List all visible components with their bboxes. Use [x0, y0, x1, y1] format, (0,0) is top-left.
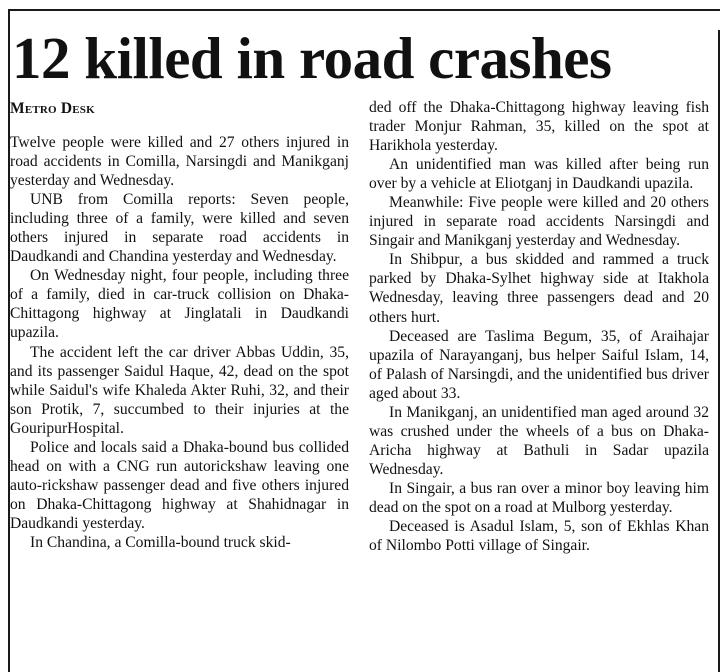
paragraph-continued: ded off the Dhaka-Chittagong highway leaving fish trader Monjur Rahman, 35, killed on the spot at Harikhola yesterday. [369, 99, 709, 155]
paragraph: Police and locals said a Dhaka-bound bus collided head on with a CNG run autorickshaw leaving one auto-rickshaw passenger dead and five others injured on Dhaka-Chittagong highway at Shahidnagar in Daudkandi yesterday. [10, 438, 349, 532]
article-border-right [718, 30, 720, 672]
paragraph: On Wednesday night, four people, including three of a family, died in car-truck collision on Dhaka-Chittagong highway at Jinglatali in Daudkandi upazila. [10, 267, 349, 342]
paragraph: In Manikganj, an unidentified man aged around 32 was crushed under the wheels of a bus on Dhaka-Aricha highway at Bathuli in Sadar upazila Wednesday. [369, 403, 709, 478]
paragraph: An unidentified man was killed after being run over by a vehicle at Eliotganj in Daudkandi upazila. [369, 156, 709, 193]
paragraph: In Shibpur, a bus skidded and rammed a truck parked by Dhaka-Sylhet highway side at Itakhola Wednesday, leaving three passengers dead and 20 others hurt. [369, 251, 709, 326]
paragraph: Deceased are Taslima Begum, 35, of Araihajar upazila of Narayanganj, bus helper Saiful Islam, 14, of Palash of Narsingdi, and the unidentified bus driver aged about 33. [369, 327, 709, 402]
paragraph: Meanwhile: Five people were killed and 20 others injured in separate road accidents Narsingdi and Singair and Manikganj yesterday and Wednesday. [369, 194, 709, 250]
article-column-1 [10, 98, 349, 552]
paragraph: UNB from Comilla reports: Seven people, including three of a family, were killed and seven others injured in separate road accidents in Daudkandi and Chandina yesterday and Wednesday. [10, 191, 349, 266]
headline: 12 killed in road crashes [12, 25, 612, 91]
article-border-top [8, 9, 720, 11]
paragraph: Twelve people were killed and 27 others injured in road accidents in Comilla, Narsingdi and Manikganj yesterday and Wednesday. [10, 134, 349, 190]
paragraph: Deceased is Asadul Islam, 5, son of Ekhlas Khan of Nilombo Potti village of Singair. [369, 518, 709, 555]
byline: Metro Desk [10, 100, 95, 117]
paragraph: The accident left the car driver Abbas Uddin, 35, and its passenger Saidul Haque, 42, dead on the spot while Saidul's wife Khaleda Akter Ruhi, 32, and their son Protik, 7, succumbed to their injuries at the GouripurHospital. [10, 343, 349, 437]
paragraph: In Chandina, a Comilla-bound truck skid- [30, 533, 291, 551]
paragraph: In Singair, a bus ran over a minor boy leaving him dead on the spot on a road at Mulborg yesterday. [369, 479, 709, 516]
article-column-2 [369, 98, 709, 555]
